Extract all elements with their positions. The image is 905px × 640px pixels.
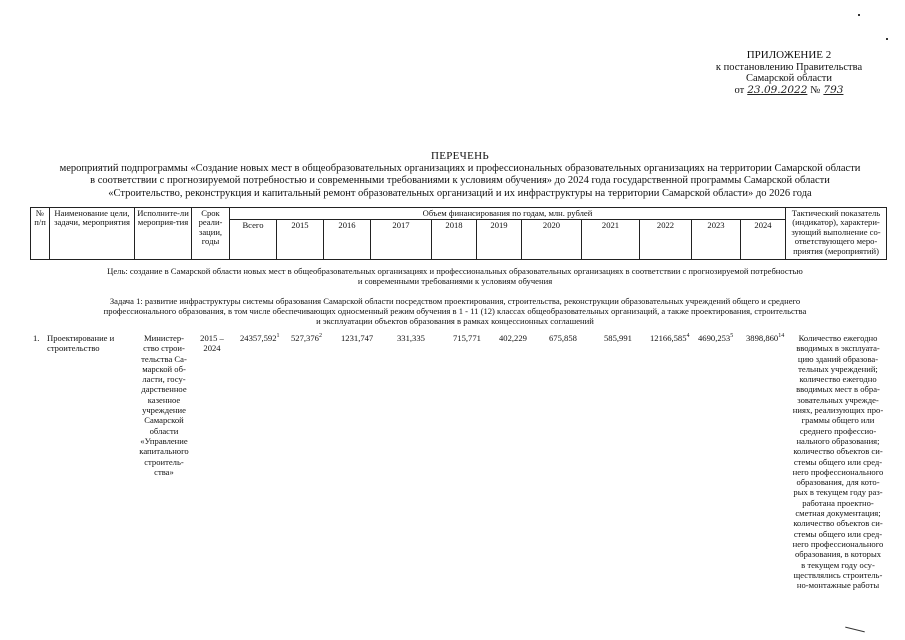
executor-line: тельства Са- xyxy=(141,353,187,364)
footnote-mark: 4 xyxy=(686,333,690,340)
goal-text xyxy=(60,266,850,286)
executor-line: марской об- xyxy=(142,363,186,374)
value-2024 xyxy=(746,333,784,343)
executor-line: Самарской xyxy=(144,415,184,426)
heading-line-3: «Строительство, реконструкция и капитальный ремонт образовательных организаций и их инфраструктуры на территории Самарской области» до 2026 года xyxy=(108,187,812,199)
row-executor xyxy=(133,333,195,477)
executor-line: области xyxy=(149,425,179,436)
value-number: 527,376 xyxy=(291,333,319,343)
goal-line-1: Цель: создание в Самарской области новых мест в общеобразовательных организациях и профессиональных образовательных организациях в соответствии с прогнозируемой потребностью xyxy=(107,266,803,276)
executor-line: казенное xyxy=(147,394,181,405)
value-2021 xyxy=(604,333,632,343)
task-text xyxy=(50,296,860,327)
executor-line: строитель- xyxy=(144,456,184,467)
indicator-line: количество объектов си- xyxy=(793,446,883,457)
value-2018 xyxy=(453,333,481,343)
col-indicator: Тактический показатель (индикатор), характери-зующий выполнение со-ответствующего меро-приятия (мероприятий) xyxy=(786,208,887,260)
row-years: 2015 – 2024 xyxy=(200,333,224,354)
col-total: Всего xyxy=(230,220,277,260)
indicator-line: стемы общего или сред- xyxy=(793,456,883,467)
indicator-line: вводимых мест в обра- xyxy=(796,384,880,395)
value-number: 4690,253 xyxy=(698,333,731,343)
appendix-line-3: Самарской области xyxy=(746,73,832,84)
value-number: 402,229 xyxy=(499,333,527,343)
indicator-line: него профессионального xyxy=(792,466,884,477)
indicator-line: него профессионального xyxy=(792,538,884,549)
value-2016 xyxy=(341,333,373,343)
col-year: 2018 xyxy=(432,220,477,260)
appendix-block xyxy=(709,50,869,96)
heading-line-1: мероприятий подпрограммы «Создание новых мест в общеобразовательных организациях и профессиональных образовательных организациях на территории Самарской области xyxy=(59,162,861,174)
indicator-line: сметная документация; xyxy=(795,508,881,519)
indicator-line: образования, для кото- xyxy=(796,477,880,488)
col-year: 2019 xyxy=(477,220,522,260)
indicator-line: вводимых в эксплуата- xyxy=(796,343,880,354)
table-header xyxy=(30,207,887,260)
footnote-mark: 1 xyxy=(276,333,280,340)
col-year: 2024 xyxy=(741,220,786,260)
col-year: 2022 xyxy=(640,220,692,260)
indicator-line: цию зданий образова- xyxy=(797,353,879,364)
col-year: 2017 xyxy=(371,220,432,260)
executor-line: дарственное xyxy=(141,384,187,395)
indicator-line: ниях, реализующих про- xyxy=(792,405,884,416)
value-2017 xyxy=(397,333,425,343)
appendix-line-2: к постановлению Правительства xyxy=(715,61,863,73)
task-line-3: и эксплуатации объектов образования в рамках концессионных соглашений xyxy=(316,316,594,327)
indicator-line: рых в текущем году раз- xyxy=(793,487,883,498)
from-label: от xyxy=(734,84,745,96)
footnote-mark: 14 xyxy=(778,333,785,340)
number-label: № xyxy=(810,84,821,96)
executor-line: ство строи- xyxy=(143,343,185,354)
col-number: № п/п xyxy=(31,208,50,260)
indicator-line: в текущем году осу- xyxy=(801,559,875,570)
col-year: 2023 xyxy=(692,220,741,260)
executor-line: капитального xyxy=(139,446,189,457)
value-number: 331,335 xyxy=(397,333,425,343)
executor-line: «Управление xyxy=(140,435,188,446)
indicator-line: работана проектно- xyxy=(802,497,874,508)
value-2023 xyxy=(698,333,733,343)
value-2020 xyxy=(549,333,577,343)
indicator-line: количество ежегодно xyxy=(799,374,877,385)
value-total xyxy=(240,333,280,343)
col-year: 2021 xyxy=(582,220,640,260)
task-line-2: профессионального образования, в том числе обеспечивающих односменный режим обучения в 1 - 11 (12) классах общеобразовательных организаций, а также проектирования, строительства xyxy=(103,306,807,317)
indicator-line: ществлялись строитель- xyxy=(793,569,883,580)
value-2015 xyxy=(291,333,322,343)
footnote-mark: 2 xyxy=(318,333,322,340)
indicator-line: зовательных учрежде- xyxy=(797,394,879,405)
col-year: 2015 xyxy=(277,220,324,260)
row-number: 1. xyxy=(33,333,40,343)
row-name: Проектирование и строительство xyxy=(47,333,115,354)
indicator-line: стемы общего или сред- xyxy=(793,528,883,539)
document-heading xyxy=(40,150,880,200)
scan-speck xyxy=(886,38,888,40)
goal-line-2: и современными требованиями к условиям обучения xyxy=(357,276,553,287)
value-2019 xyxy=(499,333,527,343)
indicator-line: нального образования; xyxy=(796,435,880,446)
indicator-line: тельных учреждений; xyxy=(798,363,878,374)
col-year: 2020 xyxy=(522,220,582,260)
resolution-date-line xyxy=(709,85,869,97)
scan-speck xyxy=(845,627,865,633)
value-2022 xyxy=(650,333,690,343)
col-executor: Исполните-ли мероприя-тия xyxy=(135,208,192,260)
executor-line: ласти, госу- xyxy=(142,374,186,385)
col-finance: Объем финансирования по годам, млн. рублей xyxy=(230,208,786,220)
heading-line-2: в соответствии с прогнозируемой потребностью и современными требованиями к условиям обучения» до 2024 года государственной программы Самарской области xyxy=(90,175,830,186)
handwritten-number: 793 xyxy=(823,83,844,96)
value-number: 1231,747 xyxy=(341,333,374,343)
task-line-1: Задача 1: развитие инфраструктуры системы образования Самарской области посредством проектирования, строительства, реконструкции образовательных учреждений общего и среднего xyxy=(109,296,801,306)
document-title: ПЕРЕЧЕНЬ xyxy=(430,150,490,162)
footnote-mark: 5 xyxy=(730,333,734,340)
value-number: 675,858 xyxy=(549,333,577,343)
value-number: 24357,592 xyxy=(240,333,277,343)
indicator-line: Количество ежегодно xyxy=(798,333,878,343)
value-number: 585,991 xyxy=(604,333,632,343)
col-term: Срок реали-зации, годы xyxy=(192,208,230,260)
indicator-line: граммы общего или xyxy=(801,415,875,426)
value-number: 12166,585 xyxy=(650,333,687,343)
col-year: 2016 xyxy=(324,220,371,260)
col-name: Наименование цели, задачи, мероприятия xyxy=(50,208,135,260)
executor-line: учреждение xyxy=(142,405,186,416)
handwritten-date: 23.09.2022 xyxy=(747,83,808,96)
indicator-line: среднего профессио- xyxy=(799,425,877,436)
executor-line: Министер- xyxy=(144,333,184,343)
scan-speck xyxy=(858,14,860,16)
appendix-title: ПРИЛОЖЕНИЕ 2 xyxy=(746,49,832,61)
value-number: 715,771 xyxy=(453,333,481,343)
row-indicator xyxy=(784,333,892,590)
indicator-line: количество объектов си- xyxy=(793,518,883,529)
value-number: 3898,860 xyxy=(746,333,779,343)
executor-line: ства» xyxy=(154,466,174,477)
indicator-line: образования, в которых xyxy=(794,549,882,560)
indicator-line: но-монтажные работы xyxy=(796,580,880,591)
